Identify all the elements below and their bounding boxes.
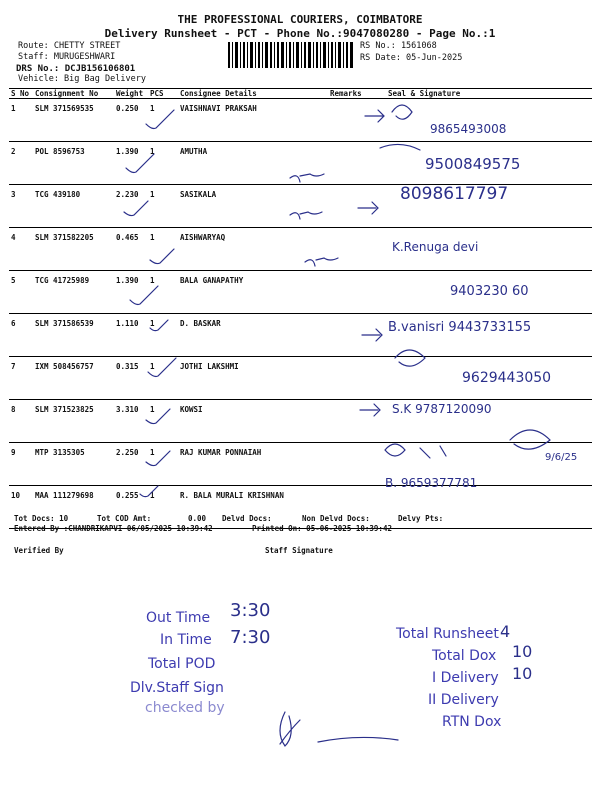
col-consignee: Consignee Details [178,89,328,99]
row-sno: 9 [9,443,33,486]
row-sno: 2 [9,142,33,185]
row-consignment: SLM 371582205 [33,228,114,271]
row-consignment: SLM 371569535 [33,99,114,142]
dlv-staff-sign-label: Dlv.Staff Sign [130,680,224,696]
signature-text: 9403230 60 [450,284,529,299]
row-sno: 7 [9,357,33,400]
in-time-label: In Time [160,632,212,648]
row-consignment: TCG 41725989 [33,271,114,314]
row-weight: 2.230 [114,185,148,228]
row-sno: 10 [9,486,33,529]
vehicle: Vehicle: Big Bag Delivery [18,74,146,84]
row-consignment: MTP 3135305 [33,443,114,486]
route: Route: CHETTY STREET [18,41,121,51]
row-consignee: RAJ KUMAR PONNAIAH [178,443,328,486]
row-weight: 1.390 [114,142,148,185]
total-pod-label: Total POD [148,656,216,672]
verified-by: Verified By [14,546,64,555]
signature-text: 9/6/25 [545,452,578,463]
row-sno: 6 [9,314,33,357]
document-title: THE PROFESSIONAL COURIERS, COIMBATORE [177,13,423,26]
row-weight: 1.390 [114,271,148,314]
row-consignment: TCG 439180 [33,185,114,228]
entered-by: Entered By :CHANDRIKAPVI 06/05/2025 10:39:42 [14,524,213,533]
row-consignment: SLM 371586539 [33,314,114,357]
row-weight: 2.250 [114,443,148,486]
col-weight: Weight [114,89,148,99]
non-delvd-docs: Non Delvd Docs: [302,514,370,523]
col-pcs: PCS [148,89,178,99]
tot-docs: Tot Docs: 10 [14,514,69,523]
checked-by-label: checked by [145,700,225,716]
row-weight: 0.315 [114,357,148,400]
col-seal-signature: Seal & Signature [386,89,592,99]
i-delivery-label: I Delivery [432,670,499,686]
row-consignee: VAISHNAVI PRAKSAH [178,99,328,142]
row-consignee: JOTHI LAKSHMI [178,357,328,400]
row-pcs: 1 [148,357,178,400]
row-weight: 0.255 [114,486,148,529]
row-pcs: 1 [148,486,178,529]
row-consignee: AISHWARYAQ [178,228,328,271]
signature-text: B. 9659377781 [385,476,478,490]
total-runsheet-label: Total Runsheet [396,626,499,642]
rs-date: RS Date: 05-Jun-2025 [360,53,463,63]
staff: Staff: MURUGESHWARI [18,52,116,62]
row-pcs: 1 [148,228,178,271]
row-pcs: 1 [148,314,178,357]
row-sno: 8 [9,400,33,443]
total-dox-value: 10 [512,642,533,661]
row-pcs: 1 [148,99,178,142]
total-dox-label: Total Dox [432,648,497,664]
row-pcs: 1 [148,443,178,486]
row-consignee: SASIKALA [178,185,328,228]
staff-signature: Staff Signature [265,546,333,555]
row-consignee: D. BASKAR [178,314,328,357]
printed-on: Printed On: 05-06-2025 10:39:42 [252,524,392,533]
row-weight: 1.110 [114,314,148,357]
signature-text: K.Renuga devi [392,240,479,254]
delvy-pts: Delvy Pts: [398,514,444,523]
row-consignee: KOWSI [178,400,328,443]
ii-delivery-label: II Delivery [428,692,499,708]
signature-text: 9865493008 [430,122,507,136]
row-weight: 0.465 [114,228,148,271]
row-pcs: 1 [148,142,178,185]
signature-text: 9500849575 [425,155,521,173]
out-time-label: Out Time [146,610,211,626]
row-sno: 4 [9,228,33,271]
row-weight: 3.310 [114,400,148,443]
in-time-value: 7:30 [230,627,271,648]
delvd-docs: Delvd Docs: [222,514,272,523]
col-sno: S No [9,89,33,99]
rs-number: RS No.: 1561068 [360,41,437,51]
row-consignment: IXM 508456757 [33,357,114,400]
row-weight: 0.250 [114,99,148,142]
row-consignee: R. BALA MURALI KRISHNAN [178,486,328,529]
row-sno: 3 [9,185,33,228]
out-time-value: 3:30 [230,600,271,621]
row-consignment: POL 8596753 [33,142,114,185]
tot-cod-amt: Tot COD Amt: [97,514,152,523]
row-pcs: 1 [148,271,178,314]
signature-text: 9629443050 [462,370,552,386]
drs-number: DRS No.: DCJB156106801 [16,64,136,74]
row-consignment: SLM 371523825 [33,400,114,443]
total-runsheet-value: 4 [500,622,511,641]
col-remarks: Remarks [328,89,386,99]
rtn-dox-label: RTN Dox [442,714,502,730]
row-consignee: AMUTHA [178,142,328,185]
document-subtitle: Delivery Runsheet - PCT - Phone No.:9047080280 - Page No.:1 [104,27,496,40]
row-pcs: 1 [148,400,178,443]
i-delivery-value: 10 [512,664,533,683]
col-consignment: Consignment No [33,89,114,99]
signature-text: B.vanisri 9443733155 [388,320,532,335]
row-consignment: MAA 111279698 [33,486,114,529]
row-sno: 1 [9,99,33,142]
tot-cod-value: 0.00 [188,514,207,523]
row-consignee: BALA GANAPATHY [178,271,328,314]
signature-text: S.K 9787120090 [392,402,492,416]
signature-text: 8098617797 [400,184,509,204]
row-sno: 5 [9,271,33,314]
row-pcs: 1 [148,185,178,228]
